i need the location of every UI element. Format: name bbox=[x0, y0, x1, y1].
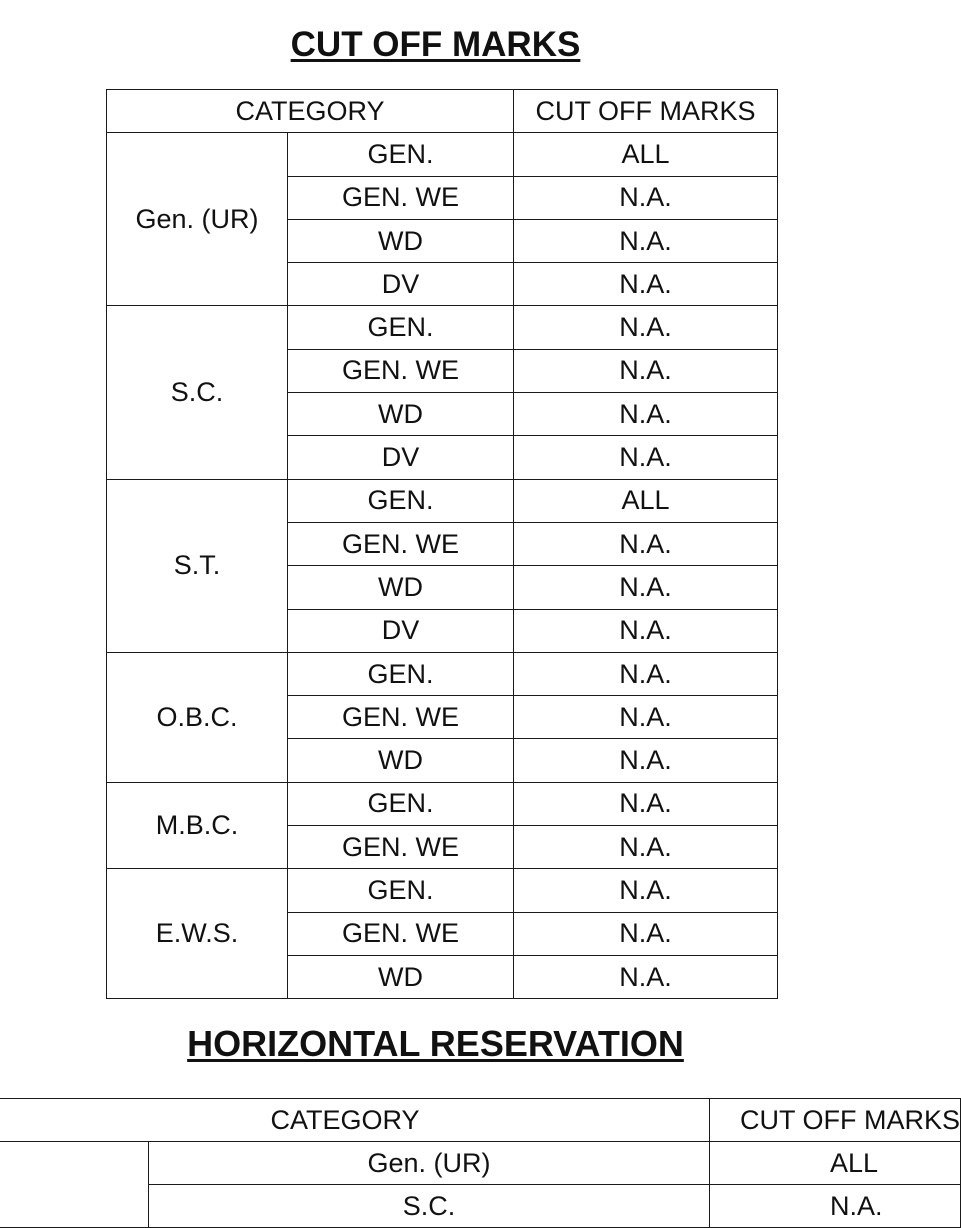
cutoff-marks-cell: N.A. bbox=[514, 522, 778, 565]
header-cutoff-marks: CUT OFF MARKS bbox=[710, 1099, 961, 1142]
subcategory-cell: WD bbox=[288, 393, 514, 436]
subcategory-cell: DV bbox=[288, 263, 514, 306]
category-group-cell: E.W.S. bbox=[107, 869, 288, 999]
cutoff-marks-cell: N.A. bbox=[514, 306, 778, 349]
subcategory-cell: GEN. WE bbox=[288, 826, 514, 869]
cutoff-marks-cell: N.A. bbox=[514, 696, 778, 739]
subcategory-cell: Gen. (UR) bbox=[149, 1142, 710, 1185]
table-row bbox=[107, 306, 778, 349]
subcategory-cell: WD bbox=[288, 566, 514, 609]
table-row bbox=[107, 479, 778, 522]
cutoff-marks-cell: N.A. bbox=[514, 782, 778, 825]
cutoff-marks-cell: N.A. bbox=[514, 263, 778, 306]
subcategory-cell: GEN. WE bbox=[288, 696, 514, 739]
subcategory-cell: WD bbox=[288, 955, 514, 998]
subcategory-cell: WD bbox=[288, 739, 514, 782]
cutoff-marks-cell: N.A. bbox=[514, 219, 778, 262]
table-row bbox=[107, 869, 778, 912]
subcategory-cell: GEN. bbox=[288, 782, 514, 825]
cutoff-marks-cell: ALL bbox=[514, 133, 778, 176]
subcategory-cell: GEN. WE bbox=[288, 912, 514, 955]
category-group-cell: Gen. (UR) bbox=[107, 133, 288, 306]
horizontal-reservation-table bbox=[0, 1098, 961, 1228]
header-category: CATEGORY bbox=[0, 1099, 710, 1142]
cutoff-marks-cell: N.A. bbox=[514, 436, 778, 479]
cutoff-marks-cell: N.A. bbox=[710, 1185, 961, 1228]
cutoff-marks-cell: N.A. bbox=[514, 912, 778, 955]
table-row bbox=[107, 133, 778, 176]
category-group-cell: M.B.C. bbox=[107, 782, 288, 869]
subcategory-cell: GEN. bbox=[288, 306, 514, 349]
subcategory-cell: GEN. bbox=[288, 869, 514, 912]
cutoff-marks-cell: N.A. bbox=[514, 176, 778, 219]
cutoff-marks-cell: N.A. bbox=[514, 566, 778, 609]
subcategory-cell: GEN. WE bbox=[288, 349, 514, 392]
header-cutoff-marks: CUT OFF MARKS bbox=[514, 90, 778, 133]
subcategory-cell: WD bbox=[288, 219, 514, 262]
subcategory-cell: DV bbox=[288, 436, 514, 479]
table-row bbox=[107, 652, 778, 695]
subcategory-cell: GEN. bbox=[288, 133, 514, 176]
cutoff-marks-cell: N.A. bbox=[514, 826, 778, 869]
horizontal-reservation-title: HORIZONTAL RESERVATION bbox=[187, 1023, 684, 1064]
subcategory-cell: DV bbox=[288, 609, 514, 652]
table-row bbox=[0, 1142, 961, 1185]
table-header-row bbox=[107, 90, 778, 133]
category-group-cell: S.T. bbox=[107, 479, 288, 652]
cutoff-marks-cell: ALL bbox=[710, 1142, 961, 1185]
cutoff-marks-cell: N.A. bbox=[514, 739, 778, 782]
cutoff-marks-cell: ALL bbox=[514, 479, 778, 522]
cutoff-marks-title: CUT OFF MARKS bbox=[290, 25, 581, 64]
subcategory-cell: S.C. bbox=[149, 1185, 710, 1228]
subcategory-cell: GEN. WE bbox=[288, 522, 514, 565]
cutoff-marks-cell: N.A. bbox=[514, 869, 778, 912]
category-group-cell: O.B.C. bbox=[107, 652, 288, 782]
cutoff-marks-cell: N.A. bbox=[514, 349, 778, 392]
cutoff-marks-cell: N.A. bbox=[514, 393, 778, 436]
table-header-row bbox=[0, 1099, 961, 1142]
cutoff-marks-cell: N.A. bbox=[514, 652, 778, 695]
header-category: CATEGORY bbox=[107, 90, 514, 133]
cutoff-marks-cell: N.A. bbox=[514, 955, 778, 998]
subcategory-cell: GEN. WE bbox=[288, 176, 514, 219]
cutoff-marks-table bbox=[106, 89, 778, 999]
subcategory-cell: GEN. bbox=[288, 479, 514, 522]
subcategory-cell: GEN. bbox=[288, 652, 514, 695]
category-group-cell: S.C. bbox=[107, 306, 288, 479]
category-group-cell bbox=[0, 1142, 149, 1228]
table-row bbox=[107, 782, 778, 825]
cutoff-marks-cell: N.A. bbox=[514, 609, 778, 652]
